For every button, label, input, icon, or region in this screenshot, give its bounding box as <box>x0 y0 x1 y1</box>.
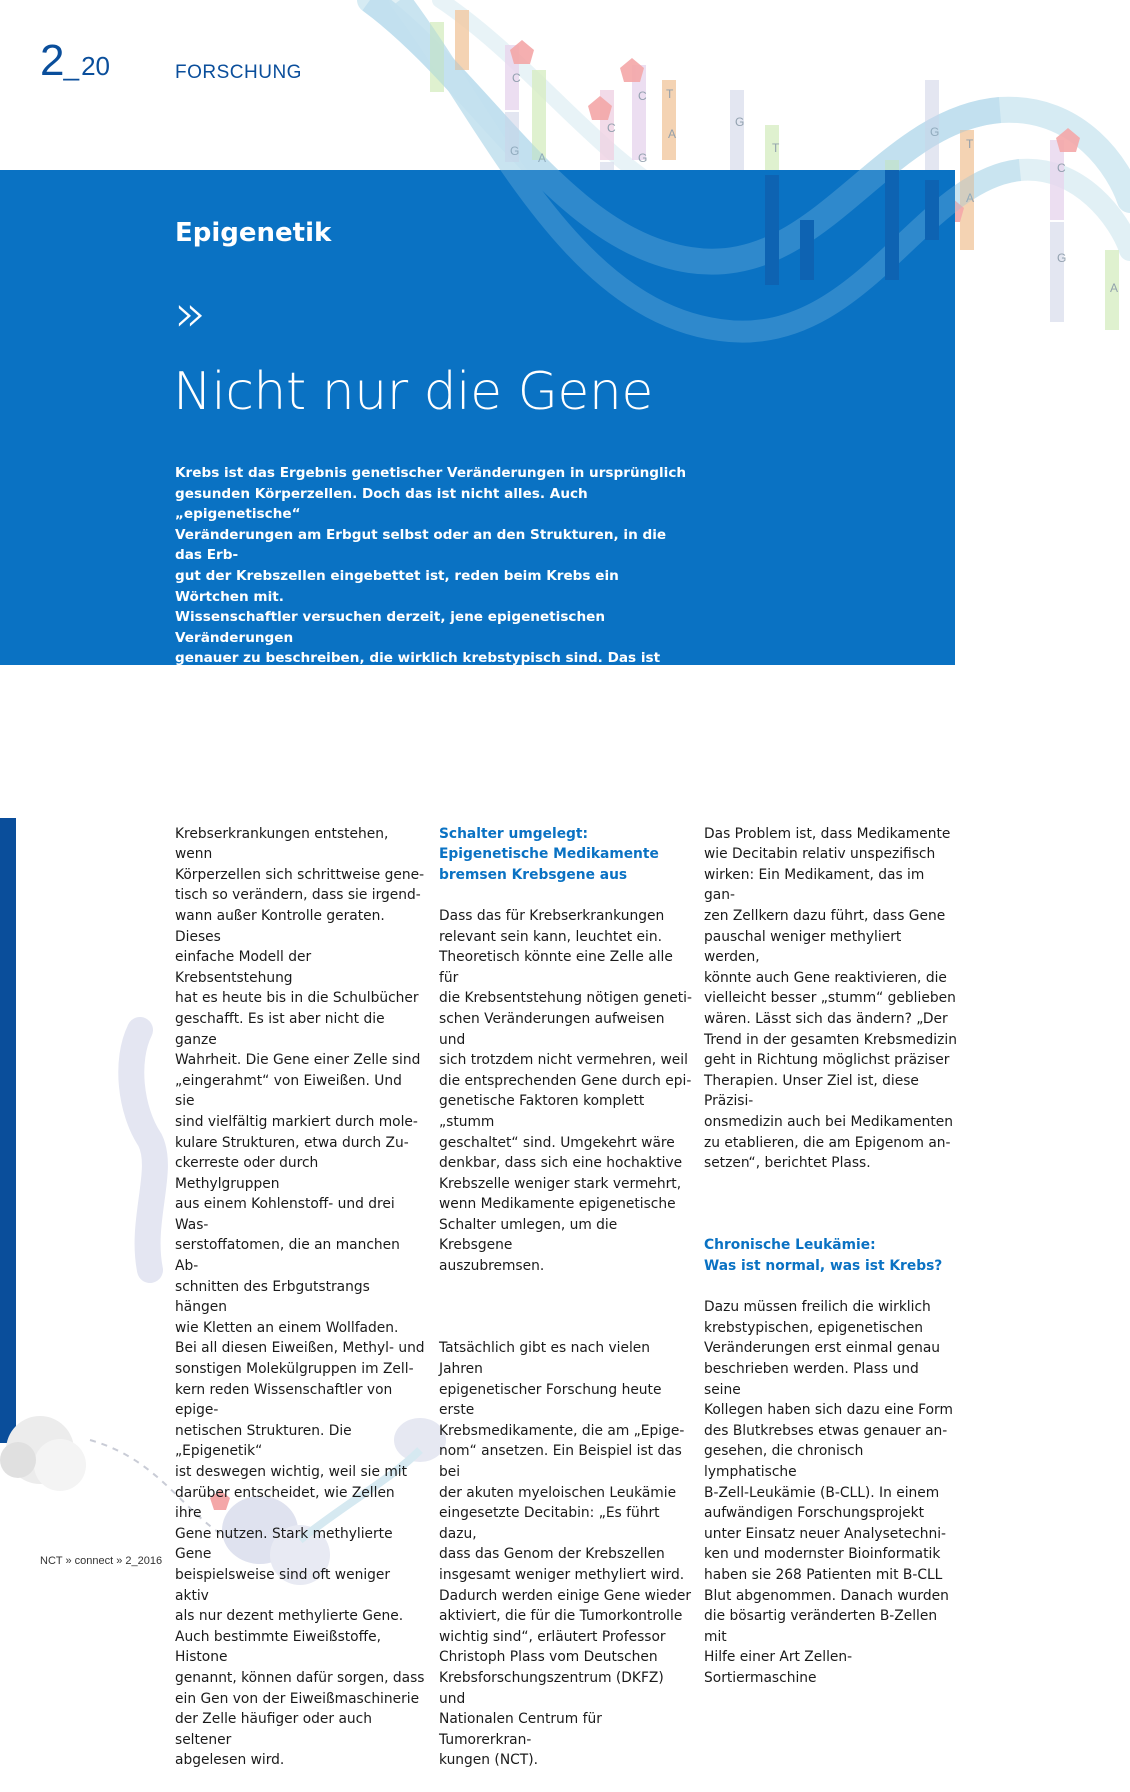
svg-text:C: C <box>1057 161 1066 175</box>
svg-text:A: A <box>538 151 547 165</box>
body-column-3 <box>704 803 959 1709</box>
svg-text:A: A <box>966 191 975 205</box>
headline: Nicht nur die Gene <box>173 362 653 422</box>
hero-banner <box>0 170 955 729</box>
col2-paragraph-1: Dass das für Krebserkrankungen relevant sein kann, leuchtet ein. Theoretisch könnte eine Zelle alle für die Krebsentstehung nötigen geneti- schen Veränderungen aufweisen und sich trotzdem nicht vermehren, weil die entsprechenden Gene durch epi- genetische Faktoren komplett „stumm geschaltet“ sind. Umgekehrt wäre denkbar, dass sich eine hochaktive Krebszelle weniger stark vermehrt, wenn Medikamente epigenetische Schalter umlegen, um die Krebsgene auszubremsen. <box>439 907 692 1275</box>
page-number-value: 20 <box>81 51 110 81</box>
svg-text:A: A <box>668 127 677 141</box>
svg-text:C: C <box>512 71 521 85</box>
section-label: FORSCHUNG <box>175 62 302 83</box>
chevron-icon: » <box>174 284 206 344</box>
page-number <box>40 36 110 86</box>
topic-label: Epigenetik <box>175 218 332 248</box>
body-column-1 <box>175 803 425 1792</box>
svg-text:G: G <box>510 144 520 158</box>
col2-subheading: Schalter umgelegt: Epigenetische Medikamente bremsen Krebsgene aus <box>439 825 659 883</box>
svg-text:G: G <box>735 115 745 129</box>
body-column-2 <box>439 803 694 1792</box>
svg-text:T: T <box>966 137 974 151</box>
svg-text:T: T <box>772 141 780 155</box>
svg-text:G: G <box>1057 251 1067 265</box>
left-accent-bar <box>0 818 16 1443</box>
col3-paragraph-2: Dazu müssen freilich die wirklich krebstypischen, epigenetischen Veränderungen erst einmal genau beschrieben werden. Plass und seine Kollegen haben sich dazu eine Form des Blutkrebses etwas genauer an- gesehen, die chronisch lymphatische B-Zell-Leukämie (B-CLL). In einem aufwändigen Forschungsprojekt unter Einsatz neuer Analysetechni- ken und modernster Bioinformatik haben sie 268 Patienten mit B-CLL Blut abgenommen. Danach wurden die bösartig veränderten B-Zellen mit Hilfe einer Art Zellen-Sortiermaschine <box>704 1299 953 1686</box>
col1-paragraph-1: Krebserkrankungen entstehen, wenn Körperzellen sich schrittweise gene- tisch so verändern, dass sie irgend- wann außer Kontrolle geraten. Dieses einfache Modell der Krebsentstehung hat es heute bis in die Schulbücher geschafft. Es ist aber nicht die ganze Wahrheit. Die Gene einer Zelle sind „eingerahmt“ von Eiweißen. Und sie sind vielfältig markiert durch mole- kulare Strukturen, etwa durch Zu- ckerreste oder durch Methylgruppen aus einem Kohlenstoff- und drei Was- serstoffatomen, die an manchen Ab- schnitten des Erbgutstrangs hängen wie Kletten an einem Wollfaden. Bei all diesen Eiweißen, Methyl- und sonstigen Molekülgruppen im Zell- kern reden Wissenschaftler von epige- netischen Strukturen. Die „Epigenetik“ ist deswegen wichtig, weil sie mit darüber entscheidet, wie Zellen ihre Gene nutzen. Stark methylierte Gene beispielsweise sind oft weniger aktiv als nur dezent methylierte Gene. Auch bestimmte Eiweißstoffe, Histone genannt, können dafür sorgen, dass ein Gen von der Eiweißmaschinerie der Zelle häufiger oder auch seltener abgelesen wird. <box>175 825 425 1769</box>
dna-helix-overlay <box>360 0 1130 360</box>
svg-text:C: C <box>607 121 616 135</box>
footer-publication: NCT » connect » 2_2016 <box>40 1555 163 1567</box>
lead-paragraph: Krebs ist das Ergebnis genetischer Veränderungen in ursprünglich gesunden Körperzellen. Doch das ist nicht alles. Auch „epigenetische“ Veränderungen am Erbgut selbst oder an den Strukturen, in die das Erb- gut der Krebszellen eingebettet ist, reden beim Krebs ein Wörtchen mit. Wissenschaftler versuchen derzeit, jene epigenetischen Veränderungen genauer zu beschreiben, die wirklich krebstypisch sind. Das ist nicht ein- fach, doch es wird die Entwicklung neuer Krebstherapien voranbringen. <box>175 465 687 729</box>
col3-paragraph-1: Das Problem ist, dass Medikamente wie Decitabin relativ unspezifisch wirken: Ein Medikament, das im gan- zen Zellkern dazu führt, dass Gene pauschal weniger methyliert werden, könnte auch Gene reaktivieren, die vielleicht besser „stumm“ geblieben wären. Lässt sich das ändern? „Der Trend in der gesamten Krebsmedizin geht in Richtung möglichst präziser Therapien. Unser Ziel ist, diese Präzisi- onsmedizin auch bei Medikamenten zu etablieren, die am Epigenom an- setzen“, berichtet Plass. <box>704 825 957 1172</box>
col3-subheading: Chronische Leukämie: Was ist normal, was ist Krebs? <box>704 1237 943 1275</box>
svg-text:A: A <box>1110 281 1119 295</box>
svg-text:C: C <box>638 89 647 103</box>
svg-text:G: G <box>638 151 648 165</box>
svg-text:T: T <box>666 87 674 101</box>
page-separator: _ <box>63 50 80 81</box>
svg-text:G: G <box>930 125 940 139</box>
section-number: 2 <box>40 36 64 85</box>
col2-paragraph-2: Tatsächlich gibt es nach vielen Jahren epigenetischer Forschung heute erste Krebsmedikamente, die am „Epige- nom“ ansetzen. Ein Beispiel ist das bei der akuten myeloischen Leukämie eingesetzte Decitabin: „Es führt dazu, dass das Genom der Krebszellen insgesamt weniger methyliert wird. Dadurch werden einige Gene wieder aktiviert, die für die Tumorkontrolle wichtig sind“, erläutert Professor Christoph Plass vom Deutschen Krebsforschungszentrum (DKFZ) und Nationalen Centrum für Tumorerkran- kungen (NCT). <box>439 1340 692 1769</box>
